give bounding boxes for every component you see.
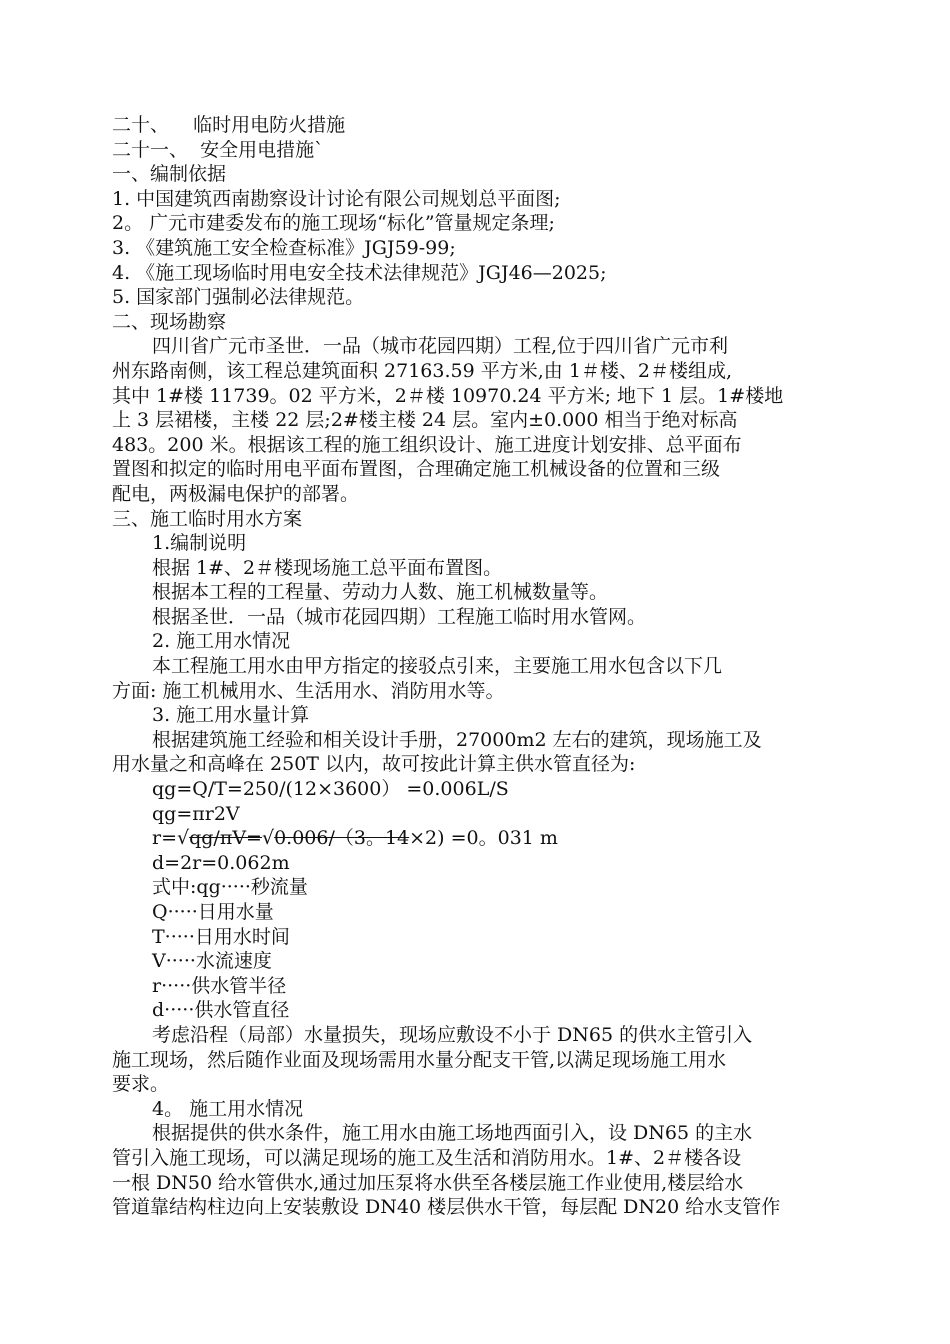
conclusion-line: 施工现场，然后随作业面及现场需用水量分配支干管,以满足现场施工用水 — [112, 1048, 727, 1071]
legend-line: 式中:qg·····秒流量 — [152, 876, 308, 899]
calc-para-line: 根据建筑施工经验和相关设计手册，27000m2 左右的建筑，现场施工及 — [152, 728, 762, 751]
supply-para-line: 管道靠结构柱边向上安装敷设 DN40 楼层供水干管，每层配 DN20 给水支管作 — [112, 1196, 781, 1219]
section-heading-basis: 一、编制依据 — [112, 163, 227, 186]
survey-para-line: 四川省广元市圣世．一品（城市花园四期）工程,位于四川省广元市利 — [152, 335, 729, 358]
supply-para-line: 根据提供的供水条件，施工用水由施工场地西面引入，设 DN65 的主水 — [152, 1122, 753, 1145]
document-page — [112, 113, 848, 1220]
basis-line: 根据圣世．一品（城市花园四期）工程施工临时用水管网。 — [152, 605, 647, 628]
legend-line: V·····水流速度 — [152, 950, 272, 973]
formula-diameter: d=2r=0.062m — [152, 851, 290, 874]
conclusion-line: 考虑沿程（局部）水量损失，现场应敷设不小于 DN65 的供水主管引入 — [152, 1023, 753, 1046]
formula-radius-strike-2: 0.006/（3。14 — [274, 827, 410, 850]
formula-flow: qg=Q/T=250/(12×3600） =0.006L/S — [152, 778, 509, 801]
basis-item-3: 3. 《建筑施工安全检查标准》JGJ59-99; — [112, 236, 456, 259]
survey-para-line: 州东路南侧，该工程总建筑面积 27163.59 平方米,由 1＃楼、2＃楼组成, — [112, 359, 733, 382]
subsection-title: 4。 施工用水情况 — [152, 1097, 304, 1120]
formula-radius-pre: r=√ — [152, 827, 190, 850]
basis-item-4: 4. 《施工现场临时用电安全技术法律规范》JGJ46—2025; — [112, 261, 607, 284]
legend-line: d·····供水管直径 — [152, 999, 290, 1022]
subsection-title: 3. 施工用水量计算 — [152, 704, 310, 727]
legend-line: r·····供水管半径 — [152, 974, 287, 997]
survey-para-line: 配电，两极漏电保护的部署。 — [112, 482, 360, 505]
water-para-line: 本工程施工用水由甲方指定的接驳点引来，主要施工用水包含以下几 — [152, 655, 723, 678]
toc-item-21: 二十一、 安全用电措施` — [112, 138, 324, 161]
subsection-title: 1.编制说明 — [152, 532, 247, 555]
subsection-title: 2. 施工用水情况 — [152, 630, 291, 653]
survey-para-line: 置图和拟定的临时用电平面布置图，合理确定施工机械设备的位置和三级 — [112, 458, 721, 481]
supply-para-line: 管引入施工现场，可以满足现场的施工及生活和消防用水。1#、2＃楼各设 — [112, 1146, 742, 1169]
basis-line: 根据 1#、2＃楼现场施工总平面布置图。 — [152, 556, 503, 579]
survey-para-line: 483。200 米。根据该工程的施工组织设计、施工进度计划安排、总平面布 — [112, 433, 742, 456]
formula-radius-post: ×2) =0。031 m — [409, 827, 558, 850]
survey-para-line: 上 3 层裙楼，主楼 22 层;2#楼主楼 24 层。室内±0.000 相当于绝对标高 — [112, 409, 738, 432]
basis-item-1: 1. 中国建筑西南勘察设计讨论有限公司规划总平面图; — [112, 187, 561, 210]
supply-para-line: 一根 DN50 给水管供水,通过加压泵将水供至各楼层施工作业使用,楼层给水 — [112, 1171, 744, 1194]
basis-item-2: 2。 广元市建委发布的施工现场“标化”管量规定条理; — [112, 212, 555, 235]
formula-radius-mid: √ — [261, 827, 275, 850]
section-heading-water: 三、施工临时用水方案 — [112, 507, 303, 530]
toc-item-20: 二十、 临时用电防火措施 — [112, 114, 346, 136]
conclusion-line: 要求。 — [112, 1073, 170, 1096]
water-para-line: 方面: 施工机械用水、生活用水、消防用水等。 — [112, 679, 505, 702]
legend-line: T·····日用水时间 — [152, 925, 290, 948]
formula-radius — [112, 826, 848, 851]
formula-radius-strike: qg/πV= — [189, 827, 262, 850]
calc-para-line: 用水量之和高峰在 250T 以内，故可按此计算主供水管直径为: — [112, 753, 636, 776]
section-heading-survey: 二、现场勘察 — [112, 310, 227, 333]
legend-line: Q·····日用水量 — [152, 901, 274, 923]
basis-item-5: 5. 国家部门强制必法律规范。 — [112, 286, 365, 309]
survey-para-line: 其中 1#楼 11739。02 平方米，2＃楼 10970.24 平方米; 地下 1 层。1#楼地 — [112, 384, 784, 407]
basis-line: 根据本工程的工程量、劳动力人数、施工机械数量等。 — [152, 581, 609, 604]
formula-area: qg=πr2V — [152, 802, 240, 825]
